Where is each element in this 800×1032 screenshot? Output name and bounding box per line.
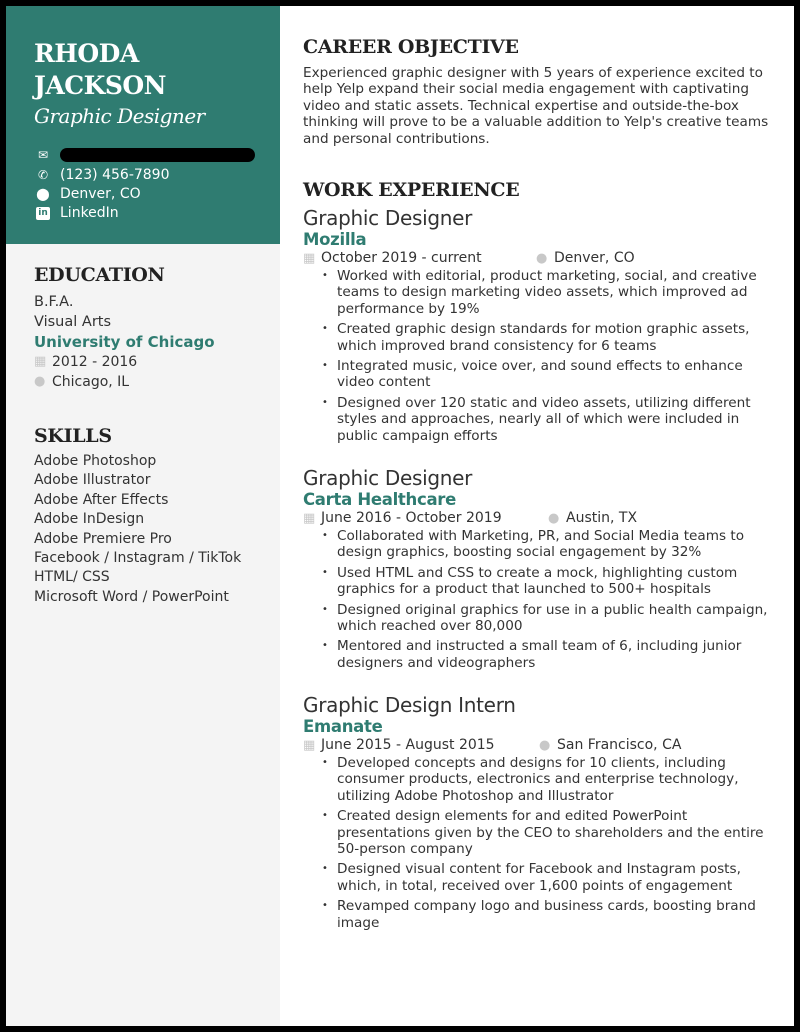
bullet: • Created design elements for and edited PowerPoint presentations given by the CEO to shareholders and the entire 50-person company (303, 808, 771, 857)
job-title: Graphic Designer (303, 206, 473, 230)
experience-heading: WORK EXPERIENCE (303, 179, 520, 201)
job-dates: June 2016 - October 2019 (321, 510, 502, 526)
sidebar (6, 6, 280, 1026)
skill-item: Adobe Premiere Pro (34, 530, 172, 547)
education-entry (34, 292, 215, 392)
envelope-icon: ✉ (37, 148, 49, 162)
bullet: • Collaborated with Marketing, PR, and Social Media teams to design graphics, boosting social engagement by 32% (303, 528, 771, 561)
calendar-icon: ▦ (303, 250, 316, 266)
skill-item: Adobe InDesign (34, 511, 145, 528)
job-bullets (303, 528, 771, 671)
phone: (123) 456-7890 (60, 167, 170, 183)
email-row (36, 148, 255, 162)
job-meta (303, 510, 771, 526)
job-dates: June 2015 - August 2015 (321, 737, 495, 753)
bullet: • Worked with editorial, product marketing, social, and creative teams to design marketing video assets, which improved ad performance by 19% (303, 268, 771, 317)
name-line2: JACKSON (34, 71, 167, 100)
bullet: • Integrated music, voice over, and sound effects to enhance video content (303, 358, 771, 391)
linkedin-row[interactable] (36, 205, 119, 221)
header (6, 6, 280, 244)
skills-list (34, 452, 241, 607)
phone-row (36, 167, 170, 183)
school: University of Chicago (34, 333, 215, 351)
map-pin-icon: ● (34, 374, 46, 389)
job-dates: October 2019 - current (321, 250, 482, 266)
resume-page (6, 6, 794, 1026)
bullet: • Revamped company logo and business cards, boosting brand image (303, 898, 771, 931)
bullet: • Developed concepts and designs for 10 clients, including consumer products, electronics and enterprise technology, utilizing Adobe Photoshop and Illustrator (303, 755, 771, 804)
bullet: • Designed original graphics for use in a public health campaign, which reached over 80,000 (303, 602, 771, 635)
location: Denver, CO (60, 186, 141, 202)
job-meta (303, 250, 771, 266)
linkedin-link[interactable]: LinkedIn (60, 205, 119, 221)
skill-item: Adobe Photoshop (34, 453, 157, 469)
bullet: • Designed visual content for Facebook and Instagram posts, which, in total, received over 1,600 points of engagement (303, 861, 771, 894)
calendar-icon: ▦ (303, 737, 316, 753)
redacted-email (60, 148, 255, 162)
objective-text: Experienced graphic designer with 5 years of experience excited to help Yelp expand their social media engagement with captivating video and static assets. Technical expertise and outside-the-box thinking will prove to be a valuable addition to Yelp's creative teams and personal contributions. (303, 65, 769, 147)
phone-icon: ✆ (37, 168, 49, 182)
skill-item: Facebook / Instagram / TikTok (34, 550, 242, 567)
job-entry (303, 693, 771, 935)
location-row (36, 186, 141, 202)
degree: B.F.A. (34, 294, 74, 310)
skills-heading: SKILLS (34, 425, 112, 447)
candidate-title: Graphic Designer (34, 104, 205, 128)
job-location: San Francisco, CA (557, 737, 682, 753)
edu-dates-row (34, 352, 215, 372)
edu-location-row (34, 372, 215, 392)
edu-location: Chicago, IL (52, 374, 130, 390)
calendar-icon: ▦ (34, 354, 47, 369)
linkedin-icon: in (36, 207, 50, 220)
job-entry (303, 466, 771, 675)
bullet: • Designed over 120 static and video assets, utilizing different styles and approaches, nearly all of which were included in public campaign efforts (303, 395, 771, 444)
skill-item: HTML/ CSS (34, 569, 110, 586)
job-meta (303, 737, 771, 753)
calendar-icon: ▦ (303, 510, 316, 526)
education-heading: EDUCATION (34, 264, 165, 286)
job-title: Graphic Designer (303, 466, 473, 490)
map-pin-icon: ● (539, 737, 551, 753)
bullet: • Created graphic design standards for motion graphic assets, which improved brand consistency for 6 teams (303, 321, 771, 354)
map-pin-icon: ● (548, 510, 560, 526)
candidate-name (34, 38, 166, 102)
bullet: • Mentored and instructed a small team of 6, including junior designers and videographers (303, 638, 771, 671)
major: Visual Arts (34, 314, 112, 330)
job-title: Graphic Design Intern (303, 693, 516, 717)
skill-item: Microsoft Word / PowerPoint (34, 588, 229, 605)
map-pin-icon: ● (536, 250, 548, 266)
skill-item: Adobe Illustrator (34, 472, 151, 489)
job-entry (303, 206, 771, 448)
job-location: Denver, CO (554, 250, 635, 266)
company: Carta Healthcare (303, 490, 457, 509)
objective-heading: CAREER OBJECTIVE (303, 36, 519, 58)
name-line1: RHODA (34, 39, 139, 68)
edu-dates: 2012 - 2016 (52, 354, 138, 370)
job-bullets (303, 268, 771, 444)
bullet: • Used HTML and CSS to create a mock, highlighting custom graphics for a product that launched to 500+ hospitals (303, 565, 771, 598)
job-bullets (303, 755, 771, 931)
company: Emanate (303, 717, 383, 736)
job-location: Austin, TX (566, 510, 638, 526)
map-pin-icon: ⬤ (36, 187, 50, 201)
skill-item: Adobe After Effects (34, 491, 169, 508)
company: Mozilla (303, 230, 367, 249)
